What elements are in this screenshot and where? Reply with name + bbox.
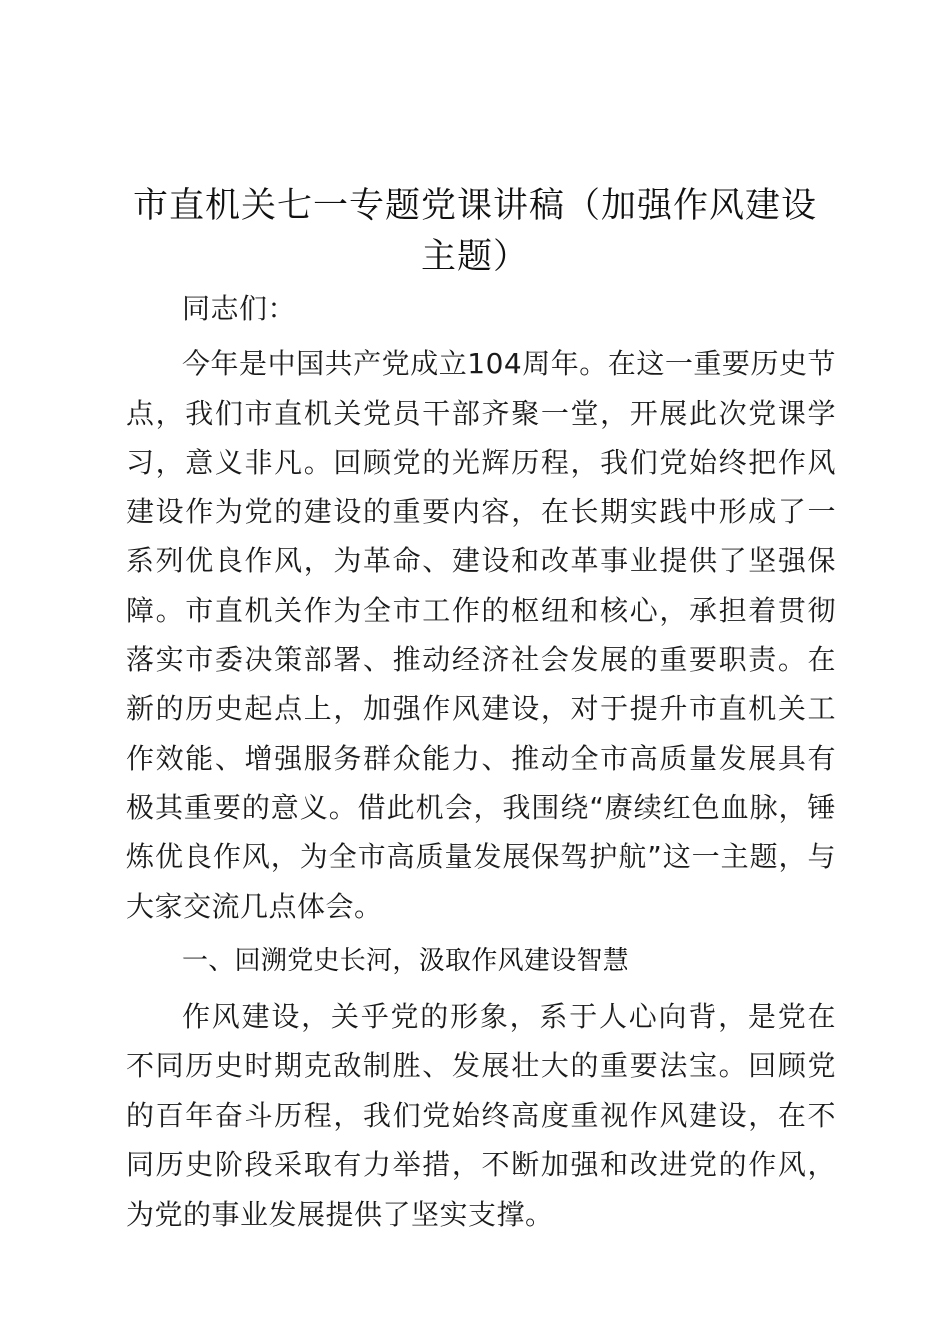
section-paragraph: 作风建设，关乎党的形象，系于人心向背，是党在不同历史时期克敌制胜、发展壮大的重要法宝。回顾党的百年奋斗历程，我们党始终高度重视作风建设，在不同历史阶段采取有力举措，不断加强和改进党的作风，为党的事业发展提供了坚实支撑。 <box>126 999 836 1231</box>
document-body <box>126 284 836 1239</box>
salutation: 同志们： <box>182 292 297 325</box>
intro-paragraph: 今年是中国共产党成立104周年。在这一重要历史节点，我们市直机关党员干部齐聚一堂，开展此次党课学习，意义非凡。回顾党的光辉历程，我们党始终把作风建设作为党的建设的重要内容，在长期实践中形成了一系列优良作风，为革命、建设和改革事业提供了坚强保障。市直机关作为全市工作的枢纽和核心，承担着贯彻落实市委决策部署、推动经济社会发展的重要职责。在新的历史起点上，加强作风建设，对于提升市直机关工作效能、增强服务群众能力、推动全市高质量发展具有极其重要的意义。借此机会，我围绕“赓续红色血脉，锤炼优良作风，为全市高质量发展保驾护航”这一主题，与大家交流几点体会。 <box>126 347 836 923</box>
section-heading: 一、回溯党史长河，汲取作风建设智慧 <box>182 945 630 976</box>
document-title: 市直机关七一专题党课讲稿（加强作风建设主题） <box>132 186 817 277</box>
